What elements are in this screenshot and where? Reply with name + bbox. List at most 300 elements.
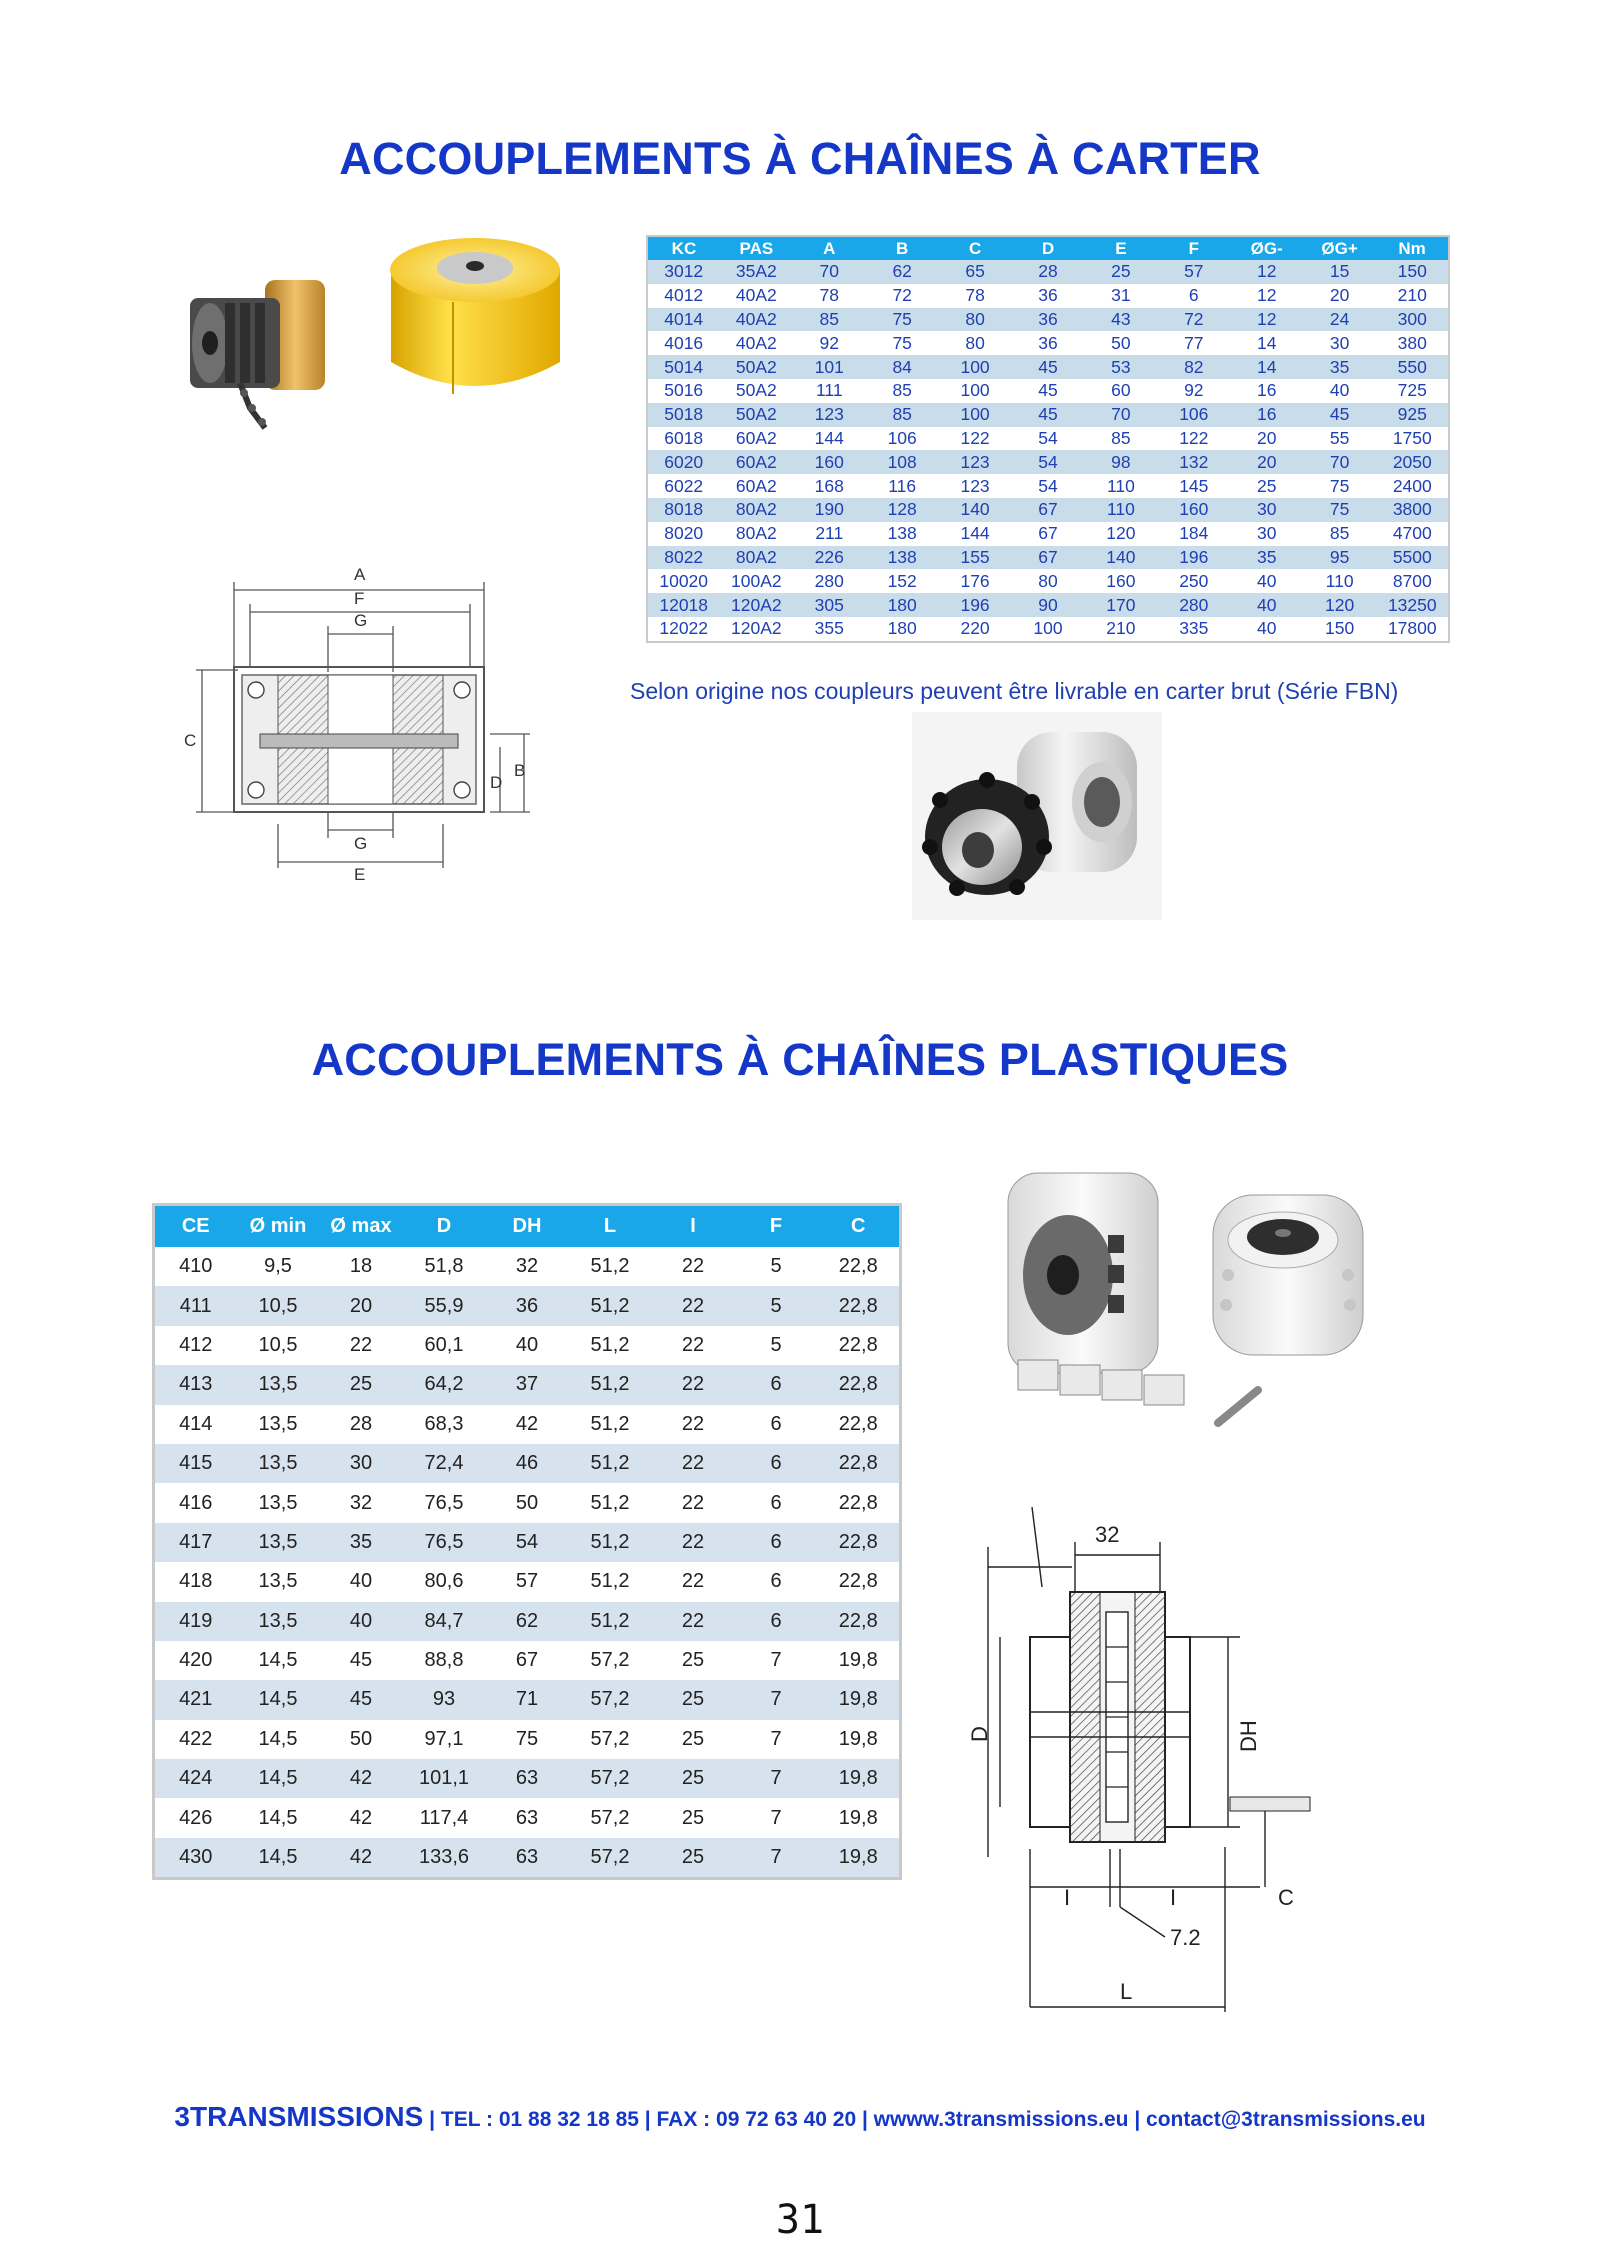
table-cell: 67 xyxy=(1012,522,1085,546)
table-cell: 150 xyxy=(1376,260,1449,284)
table-cell: 426 xyxy=(154,1798,237,1837)
table-cell: 53 xyxy=(1084,355,1157,379)
table-cell: 14,5 xyxy=(237,1680,320,1719)
table-cell: 4700 xyxy=(1376,522,1449,546)
table-row xyxy=(647,522,1449,546)
table-cell: 18 xyxy=(320,1247,403,1286)
table-cell: 5018 xyxy=(647,403,720,427)
table-cell: 170 xyxy=(1084,593,1157,617)
table-cell: 14,5 xyxy=(237,1838,320,1879)
table-cell: 85 xyxy=(1084,427,1157,451)
table-cell: 84 xyxy=(866,355,939,379)
table-cell: 68,3 xyxy=(403,1405,486,1444)
table-cell: 19,8 xyxy=(818,1720,901,1759)
table-cell: 57 xyxy=(486,1562,569,1601)
table-cell: 111 xyxy=(793,379,866,403)
table-cell: 30 xyxy=(1230,522,1303,546)
table-cell: 100 xyxy=(939,355,1012,379)
table-cell: 25 xyxy=(652,1759,735,1798)
table-cell: 140 xyxy=(939,498,1012,522)
table-cell: 50A2 xyxy=(720,379,793,403)
table-cell: 226 xyxy=(793,546,866,570)
table-cell: 76,5 xyxy=(403,1523,486,1562)
table-cell: 51,2 xyxy=(569,1483,652,1522)
table-cell: 106 xyxy=(866,427,939,451)
carter-note: Selon origine nos coupleurs peuvent être livrable en carter brut (Série FBN) xyxy=(630,678,1399,704)
table-row xyxy=(647,355,1449,379)
table-cell: 40 xyxy=(486,1326,569,1365)
table-cell: 144 xyxy=(939,522,1012,546)
table-cell: 12 xyxy=(1230,308,1303,332)
table-cell: 35 xyxy=(320,1523,403,1562)
table-cell: 36 xyxy=(1012,308,1085,332)
table-cell: 51,2 xyxy=(569,1365,652,1404)
table-cell: 176 xyxy=(939,569,1012,593)
table-cell: 35 xyxy=(1303,355,1376,379)
table-cell: 210 xyxy=(1376,284,1449,308)
table-cell: 57,2 xyxy=(569,1641,652,1680)
table-cell: 25 xyxy=(1230,474,1303,498)
table-cell: 6 xyxy=(735,1405,818,1444)
table-cell: 5014 xyxy=(647,355,720,379)
table-cell: 40 xyxy=(1303,379,1376,403)
column-header: ØG+ xyxy=(1303,236,1376,260)
table-cell: 72 xyxy=(1157,308,1230,332)
table-cell: 42 xyxy=(320,1759,403,1798)
table-cell: 132 xyxy=(1157,450,1230,474)
table-cell: 67 xyxy=(1012,498,1085,522)
table-cell: 8022 xyxy=(647,546,720,570)
table-cell: 78 xyxy=(939,284,1012,308)
table-row xyxy=(154,1759,901,1798)
table-cell: 100 xyxy=(939,379,1012,403)
table-cell: 6 xyxy=(735,1444,818,1483)
table-cell: 50 xyxy=(486,1483,569,1522)
table-cell: 22 xyxy=(652,1483,735,1522)
table-cell: 72 xyxy=(866,284,939,308)
table-cell: 12 xyxy=(1230,260,1303,284)
table-row xyxy=(154,1838,901,1879)
table-cell: 25 xyxy=(652,1798,735,1837)
table-cell: 19,8 xyxy=(818,1680,901,1719)
table-cell: 13,5 xyxy=(237,1523,320,1562)
table-row xyxy=(154,1326,901,1365)
table-cell: 10,5 xyxy=(237,1286,320,1325)
column-header: B xyxy=(866,236,939,260)
table-row xyxy=(647,427,1449,451)
table-cell: 93 xyxy=(403,1680,486,1719)
table-cell: 51,2 xyxy=(569,1286,652,1325)
plastic-table-body xyxy=(154,1247,901,1879)
table-cell: 57,2 xyxy=(569,1798,652,1837)
table-cell: 180 xyxy=(866,617,939,642)
table-cell: 13,5 xyxy=(237,1365,320,1404)
table-cell: 101,1 xyxy=(403,1759,486,1798)
table-row xyxy=(154,1483,901,1522)
table-row xyxy=(154,1602,901,1641)
table-cell: 6018 xyxy=(647,427,720,451)
table-cell: 43 xyxy=(1084,308,1157,332)
table-cell: 725 xyxy=(1376,379,1449,403)
table-cell: 925 xyxy=(1376,403,1449,427)
table-cell: 418 xyxy=(154,1562,237,1601)
section-title-plastiques: ACCOUPLEMENTS À CHAÎNES PLASTIQUES xyxy=(311,1034,1289,1085)
table-cell: 16 xyxy=(1230,403,1303,427)
table-cell: 145 xyxy=(1157,474,1230,498)
table-cell: 122 xyxy=(939,427,1012,451)
table-cell: 50A2 xyxy=(720,403,793,427)
table-cell: 7 xyxy=(735,1798,818,1837)
table-cell: 40 xyxy=(320,1602,403,1641)
plastic-coupling-photo xyxy=(998,1165,1378,1457)
table-cell: 6020 xyxy=(647,450,720,474)
table-row xyxy=(154,1562,901,1601)
table-cell: 22,8 xyxy=(818,1523,901,1562)
table-cell: 123 xyxy=(939,474,1012,498)
table-cell: 6 xyxy=(1157,284,1230,308)
table-cell: 35A2 xyxy=(720,260,793,284)
table-cell: 2400 xyxy=(1376,474,1449,498)
table-header-row xyxy=(154,1205,901,1248)
table-cell: 28 xyxy=(1012,260,1085,284)
table-cell: 7 xyxy=(735,1838,818,1879)
drawing-label-d: D xyxy=(967,1726,992,1742)
table-cell: 110 xyxy=(1084,498,1157,522)
table-cell: 51,8 xyxy=(403,1247,486,1286)
table-cell: 88,8 xyxy=(403,1641,486,1680)
table-cell: 12018 xyxy=(647,593,720,617)
table-cell: 63 xyxy=(486,1759,569,1798)
table-cell: 20 xyxy=(1303,284,1376,308)
table-cell: 25 xyxy=(652,1641,735,1680)
table-cell: 30 xyxy=(320,1444,403,1483)
table-cell: 45 xyxy=(1012,355,1085,379)
table-cell: 12 xyxy=(1230,284,1303,308)
table-cell: 14,5 xyxy=(237,1759,320,1798)
table-cell: 45 xyxy=(320,1680,403,1719)
table-cell: 84,7 xyxy=(403,1602,486,1641)
table-cell: 305 xyxy=(793,593,866,617)
table-cell: 40 xyxy=(1230,593,1303,617)
table-cell: 150 xyxy=(1303,617,1376,642)
table-cell: 138 xyxy=(866,546,939,570)
table-cell: 19,8 xyxy=(818,1838,901,1879)
table-header-row xyxy=(647,236,1449,260)
table-cell: 60,1 xyxy=(403,1326,486,1365)
table-cell: 85 xyxy=(866,403,939,427)
table-cell: 45 xyxy=(320,1641,403,1680)
table-cell: 3800 xyxy=(1376,498,1449,522)
table-row xyxy=(647,308,1449,332)
table-cell: 40 xyxy=(1230,617,1303,642)
drawing-label-32: 32 xyxy=(1095,1522,1120,1547)
column-header: L xyxy=(569,1205,652,1248)
table-row xyxy=(647,617,1449,642)
column-header: PAS xyxy=(720,236,793,260)
table-cell: 14,5 xyxy=(237,1720,320,1759)
table-cell: 80A2 xyxy=(720,546,793,570)
column-header: D xyxy=(1012,236,1085,260)
table-cell: 57,2 xyxy=(569,1838,652,1879)
table-cell: 51,2 xyxy=(569,1326,652,1365)
table-cell: 417 xyxy=(154,1523,237,1562)
table-cell: 51,2 xyxy=(569,1562,652,1601)
table-cell: 411 xyxy=(154,1286,237,1325)
table-row xyxy=(154,1405,901,1444)
table-cell: 420 xyxy=(154,1641,237,1680)
yellow-carter-photo xyxy=(383,232,568,402)
table-cell: 120A2 xyxy=(720,593,793,617)
table-cell: 100A2 xyxy=(720,569,793,593)
table-cell: 37 xyxy=(486,1365,569,1404)
table-cell: 85 xyxy=(866,379,939,403)
table-cell: 22 xyxy=(652,1365,735,1404)
drawing-label-d: D xyxy=(490,773,503,792)
table-cell: 8020 xyxy=(647,522,720,546)
table-cell: 144 xyxy=(793,427,866,451)
drawing-label-l: L xyxy=(1120,1979,1133,2004)
table-cell: 424 xyxy=(154,1759,237,1798)
table-cell: 210 xyxy=(1084,617,1157,642)
table-cell: 211 xyxy=(793,522,866,546)
table-cell: 13,5 xyxy=(237,1444,320,1483)
table-cell: 67 xyxy=(486,1641,569,1680)
table-row xyxy=(647,260,1449,284)
table-row xyxy=(647,450,1449,474)
table-cell: 22,8 xyxy=(818,1405,901,1444)
table-cell: 57,2 xyxy=(569,1680,652,1719)
table-cell: 85 xyxy=(793,308,866,332)
table-cell: 20 xyxy=(1230,427,1303,451)
table-cell: 45 xyxy=(1012,379,1085,403)
table-cell: 30 xyxy=(1230,498,1303,522)
carter-dimensions-table xyxy=(646,235,1450,643)
table-cell: 5 xyxy=(735,1326,818,1365)
table-cell: 180 xyxy=(866,593,939,617)
table-cell: 160 xyxy=(1084,569,1157,593)
column-header: KC xyxy=(647,236,720,260)
table-cell: 168 xyxy=(793,474,866,498)
table-cell: 421 xyxy=(154,1680,237,1719)
table-cell: 32 xyxy=(486,1247,569,1286)
table-cell: 36 xyxy=(1012,331,1085,355)
table-cell: 80,6 xyxy=(403,1562,486,1601)
table-cell: 108 xyxy=(866,450,939,474)
column-header: E xyxy=(1084,236,1157,260)
table-cell: 5500 xyxy=(1376,546,1449,570)
table-cell: 42 xyxy=(320,1838,403,1879)
column-header: Ø min xyxy=(237,1205,320,1248)
table-cell: 75 xyxy=(866,308,939,332)
plastic-technical-drawing xyxy=(960,1487,1360,2017)
table-cell: 95 xyxy=(1303,546,1376,570)
table-cell: 8700 xyxy=(1376,569,1449,593)
table-cell: 80 xyxy=(939,308,1012,332)
coupling-chain-photo xyxy=(170,268,345,433)
table-cell: 20 xyxy=(320,1286,403,1325)
table-cell: 64,2 xyxy=(403,1365,486,1404)
table-cell: 50A2 xyxy=(720,355,793,379)
table-cell: 63 xyxy=(486,1838,569,1879)
table-cell: 80 xyxy=(939,331,1012,355)
table-cell: 80 xyxy=(1012,569,1085,593)
table-row xyxy=(154,1798,901,1837)
table-cell: 14 xyxy=(1230,331,1303,355)
table-cell: 22 xyxy=(652,1602,735,1641)
table-cell: 416 xyxy=(154,1483,237,1522)
table-cell: 10,5 xyxy=(237,1326,320,1365)
table-cell: 75 xyxy=(1303,498,1376,522)
column-header: Ø max xyxy=(320,1205,403,1248)
table-cell: 25 xyxy=(320,1365,403,1404)
table-cell: 22,8 xyxy=(818,1326,901,1365)
carter-technical-drawing xyxy=(178,562,538,884)
table-cell: 5016 xyxy=(647,379,720,403)
table-cell: 101 xyxy=(793,355,866,379)
table-row xyxy=(647,498,1449,522)
table-row xyxy=(154,1247,901,1286)
table-cell: 60A2 xyxy=(720,474,793,498)
table-cell: 410 xyxy=(154,1247,237,1286)
plastic-coupling-table xyxy=(152,1203,902,1880)
table-cell: 57,2 xyxy=(569,1759,652,1798)
table-cell: 67 xyxy=(1012,546,1085,570)
table-cell: 78 xyxy=(793,284,866,308)
table-cell: 100 xyxy=(939,403,1012,427)
column-header: A xyxy=(793,236,866,260)
table-cell: 31 xyxy=(1084,284,1157,308)
table-row xyxy=(647,474,1449,498)
table-row xyxy=(647,546,1449,570)
drawing-label-i-left: I xyxy=(1064,1885,1071,1910)
table-cell: 128 xyxy=(866,498,939,522)
table-cell: 57 xyxy=(1157,260,1230,284)
table-cell: 22,8 xyxy=(818,1247,901,1286)
table-cell: 55,9 xyxy=(403,1286,486,1325)
table-cell: 25 xyxy=(652,1680,735,1719)
table-cell: 5 xyxy=(735,1286,818,1325)
table-cell: 550 xyxy=(1376,355,1449,379)
table-cell: 57,2 xyxy=(569,1720,652,1759)
table-cell: 120 xyxy=(1303,593,1376,617)
table-cell: 116 xyxy=(866,474,939,498)
table-cell: 280 xyxy=(1157,593,1230,617)
drawing-label-f: F xyxy=(354,589,365,608)
table-cell: 42 xyxy=(320,1798,403,1837)
table-cell: 22 xyxy=(320,1326,403,1365)
table-cell: 419 xyxy=(154,1602,237,1641)
table-cell: 22,8 xyxy=(818,1365,901,1404)
table-cell: 28 xyxy=(320,1405,403,1444)
table-cell: 40 xyxy=(1230,569,1303,593)
column-header: CE xyxy=(154,1205,237,1248)
page-number: 31 xyxy=(775,2197,825,2243)
table-cell: 35 xyxy=(1230,546,1303,570)
table-cell: 13,5 xyxy=(237,1602,320,1641)
table-cell: 36 xyxy=(1012,284,1085,308)
table-cell: 14,5 xyxy=(237,1641,320,1680)
table-cell: 6 xyxy=(735,1602,818,1641)
table-cell: 25 xyxy=(652,1838,735,1879)
table-cell: 50 xyxy=(320,1720,403,1759)
column-header: D xyxy=(403,1205,486,1248)
table-cell: 196 xyxy=(939,593,1012,617)
table-cell: 4012 xyxy=(647,284,720,308)
table-cell: 120 xyxy=(1084,522,1157,546)
table-cell: 7 xyxy=(735,1680,818,1719)
footer-brand: 3TRANSMISSIONS xyxy=(174,2101,424,2132)
table-cell: 22 xyxy=(652,1523,735,1562)
table-cell: 65 xyxy=(939,260,1012,284)
table-cell: 133,6 xyxy=(403,1838,486,1879)
table-cell: 45 xyxy=(1303,403,1376,427)
table-cell: 75 xyxy=(866,331,939,355)
table-row xyxy=(154,1286,901,1325)
drawing-label-dh: DH xyxy=(1236,1720,1261,1752)
table-cell: 140 xyxy=(1084,546,1157,570)
table-cell: 36 xyxy=(486,1286,569,1325)
table-row xyxy=(647,331,1449,355)
drawing-label-c: C xyxy=(1278,1885,1294,1910)
table-cell: 160 xyxy=(793,450,866,474)
footer-contact-details: | TEL : 01 88 32 18 85 | FAX : 09 72 63 40 20 | wwww.3transmissions.eu | contact@3transmissions.eu xyxy=(423,2108,1426,2131)
table-cell: 13,5 xyxy=(237,1562,320,1601)
table-cell: 12022 xyxy=(647,617,720,642)
table-cell: 6 xyxy=(735,1523,818,1562)
table-cell: 22,8 xyxy=(818,1602,901,1641)
table-cell: 190 xyxy=(793,498,866,522)
table-cell: 7 xyxy=(735,1641,818,1680)
table-cell: 106 xyxy=(1157,403,1230,427)
drawing-label-b: B xyxy=(514,761,526,780)
table-cell: 80A2 xyxy=(720,522,793,546)
footer-contact xyxy=(0,2101,1600,2133)
table-cell: 32 xyxy=(320,1483,403,1522)
table-cell: 55 xyxy=(1303,427,1376,451)
table-cell: 117,4 xyxy=(403,1798,486,1837)
table-cell: 19,8 xyxy=(818,1798,901,1837)
table-cell: 14 xyxy=(1230,355,1303,379)
table-cell: 7 xyxy=(735,1759,818,1798)
table-cell: 22 xyxy=(652,1405,735,1444)
table-row xyxy=(154,1523,901,1562)
table-cell: 413 xyxy=(154,1365,237,1404)
table-cell: 4016 xyxy=(647,331,720,355)
table-cell: 13250 xyxy=(1376,593,1449,617)
column-header: C xyxy=(939,236,1012,260)
drawing-label-g-top: G xyxy=(354,611,368,630)
column-header: F xyxy=(1157,236,1230,260)
table-cell: 71 xyxy=(486,1680,569,1719)
table-row xyxy=(647,403,1449,427)
table-cell: 70 xyxy=(1303,450,1376,474)
column-header: ØG- xyxy=(1230,236,1303,260)
table-cell: 412 xyxy=(154,1326,237,1365)
carter-table-body xyxy=(647,260,1449,642)
column-header: DH xyxy=(486,1205,569,1248)
table-row xyxy=(154,1680,901,1719)
table-cell: 22 xyxy=(652,1247,735,1286)
table-cell: 430 xyxy=(154,1838,237,1879)
table-cell: 184 xyxy=(1157,522,1230,546)
table-cell: 380 xyxy=(1376,331,1449,355)
table-cell: 51,2 xyxy=(569,1247,652,1286)
nylon-coupling-photo xyxy=(912,712,1162,920)
table-row xyxy=(647,593,1449,617)
table-cell: 22,8 xyxy=(818,1286,901,1325)
table-cell: 14,5 xyxy=(237,1798,320,1837)
table-row xyxy=(154,1365,901,1404)
